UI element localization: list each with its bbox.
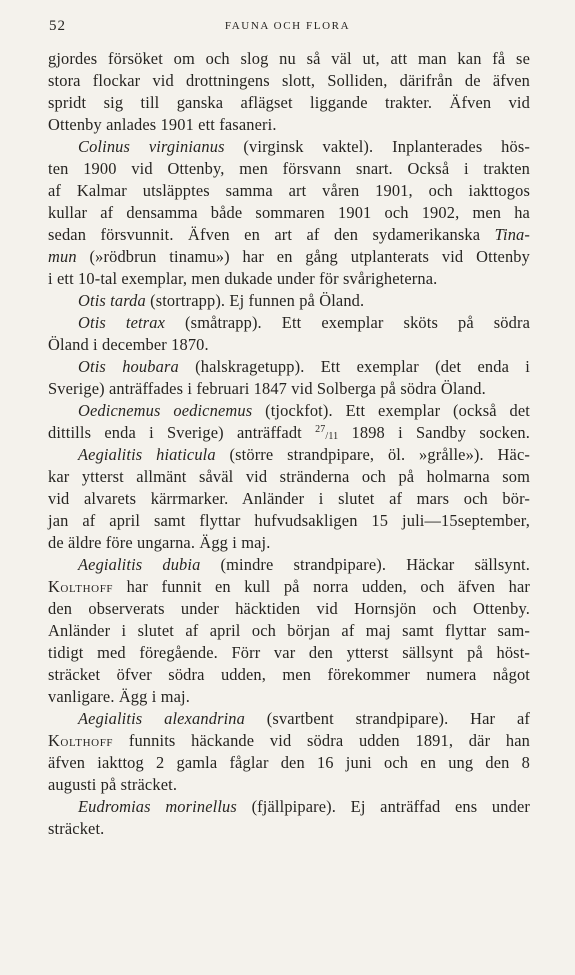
entry-otis-tetrax: Otis tetrax (småtrapp). Ett exemplar sköts på södra [78,313,530,332]
body-text [48,48,530,840]
text-line: i ett 10-tal exemplar, men dukade under för svårigheterna. [48,269,438,288]
species-name: Otis houbara [78,357,179,376]
author-name: Kolthoff [48,731,114,750]
species-name: Aegialitis hiaticula [78,445,216,464]
text-line: Ottenby anlades 1901 ett fasaneri. [48,115,277,134]
text-line: sträcket öfver södra udden, men förekommer numera något [48,665,530,684]
page-number: 52 [49,18,66,34]
text-line: tidigt med föregående. Förr var den ytterst sällsynt på höst- [48,643,530,662]
text-line: dittills enda i Sverige) anträffadt $^{27}_{/11}$ 1898 i Sandby socken. [48,423,531,442]
entry-eudromias-morinellus: Eudromias morinellus (fjällpipare). Ej anträffad ens under [78,797,530,816]
text-line: Anländer i slutet af april och början af maj samt flyttar sam- [48,621,530,640]
entry-oedicnemus-oedicnemus: Oedicnemus oedicnemus (tjockfot). Ett exemplar (också det [78,401,531,420]
text-line: jan af april samt flyttar hufvudsakligen 15 juli—15september, [48,511,530,530]
text-line: spridt sig till ganska aflägset liggande trakter. Äfven vid [48,93,530,112]
species-name: Aegialitis dubia [78,555,201,574]
text-line: Kolthoff funnits häckande vid södra udden 1891, där han [48,731,530,750]
text-line: ten 1900 vid Ottenby, men försvann snart. Också i trakten [48,159,530,178]
text-line: äfven iakttog 2 gamla fåglar den 16 juni och en ung den 8 [48,753,530,772]
text-line: Öland i december 1870. [48,335,209,354]
genus-name: mun [48,247,77,266]
entry-otis-houbara: Otis houbara (halskragetupp). Ett exemplar (det enda i [78,357,530,376]
text-line: af Kalmar utsläpptes samma art våren 1901, och iakttogos [48,181,530,200]
entry-aegialitis-dubia: Aegialitis dubia (mindre strandpipare). Häckar sällsynt. [78,555,530,574]
running-title: FAUNA OCH FLORA [224,20,351,32]
text-line: augusti på sträcket. [48,775,178,794]
text-line: vid alvarets kärrmarker. Anländer i slutet af mars och bör- [48,489,530,508]
text-line: Kolthoff har funnit en kull på norra udden, och äfven har [48,577,530,596]
species-name: Aegialitis alexandrina [78,709,245,728]
species-name: Oedicnemus oedicnemus [78,401,253,420]
text-line: de äldre före ungarna. Ägg i maj. [48,533,271,552]
text-line: gjordes försöket om och slog nu så väl ut, att man kan få se [48,49,530,68]
genus-name: Tina- [494,225,530,244]
text-line: mun (»rödbrun tinamu») har en gång utplanterats vid Ottenby [48,247,530,266]
text-line: den observerats under häcktiden vid Hornsjön och Ottenby. [48,599,530,618]
entry-colinus-virginianus: Colinus virginianus (virginsk vaktel). Inplanterades hös- [78,137,530,156]
species-name: Eudromias morinellus [78,797,237,816]
author-name: Kolthoff [48,577,114,596]
species-name: Colinus virginianus [78,137,225,156]
text-line: kar ytterst allmänt såväl vid stränderna och på holmarna som [48,467,530,486]
entry-otis-tarda: Otis tarda (stortrapp). Ej funnen på Öland. [78,291,365,310]
text-line: stora flockar vid drottningens slott, Solliden, därifrån de äfven [48,71,530,90]
date-month: /11 [325,431,339,442]
text-line: vanligare. Ägg i maj. [48,687,190,706]
entry-aegialitis-alexandrina: Aegialitis alexandrina (svartbent strandpipare). Har af [78,709,530,728]
text-line: sedan försvunnit. Äfven en art af den sydamerikanska Tina- [48,225,530,244]
text-line: kullar af densamma både sommaren 1901 och 1902, men ha [48,203,530,222]
date-day: 27 [315,424,326,435]
text-line: Sverige) anträffades i februari 1847 vid Solberga på södra Öland. [48,379,486,398]
entry-aegialitis-hiaticula: Aegialitis hiaticula (större strandpipare, öl. »grålle»). Häc- [78,445,530,464]
page-header [0,18,575,38]
text-line: sträcket. [48,819,105,838]
species-name: Otis tetrax [78,313,166,332]
species-name: Otis tarda [78,291,146,310]
